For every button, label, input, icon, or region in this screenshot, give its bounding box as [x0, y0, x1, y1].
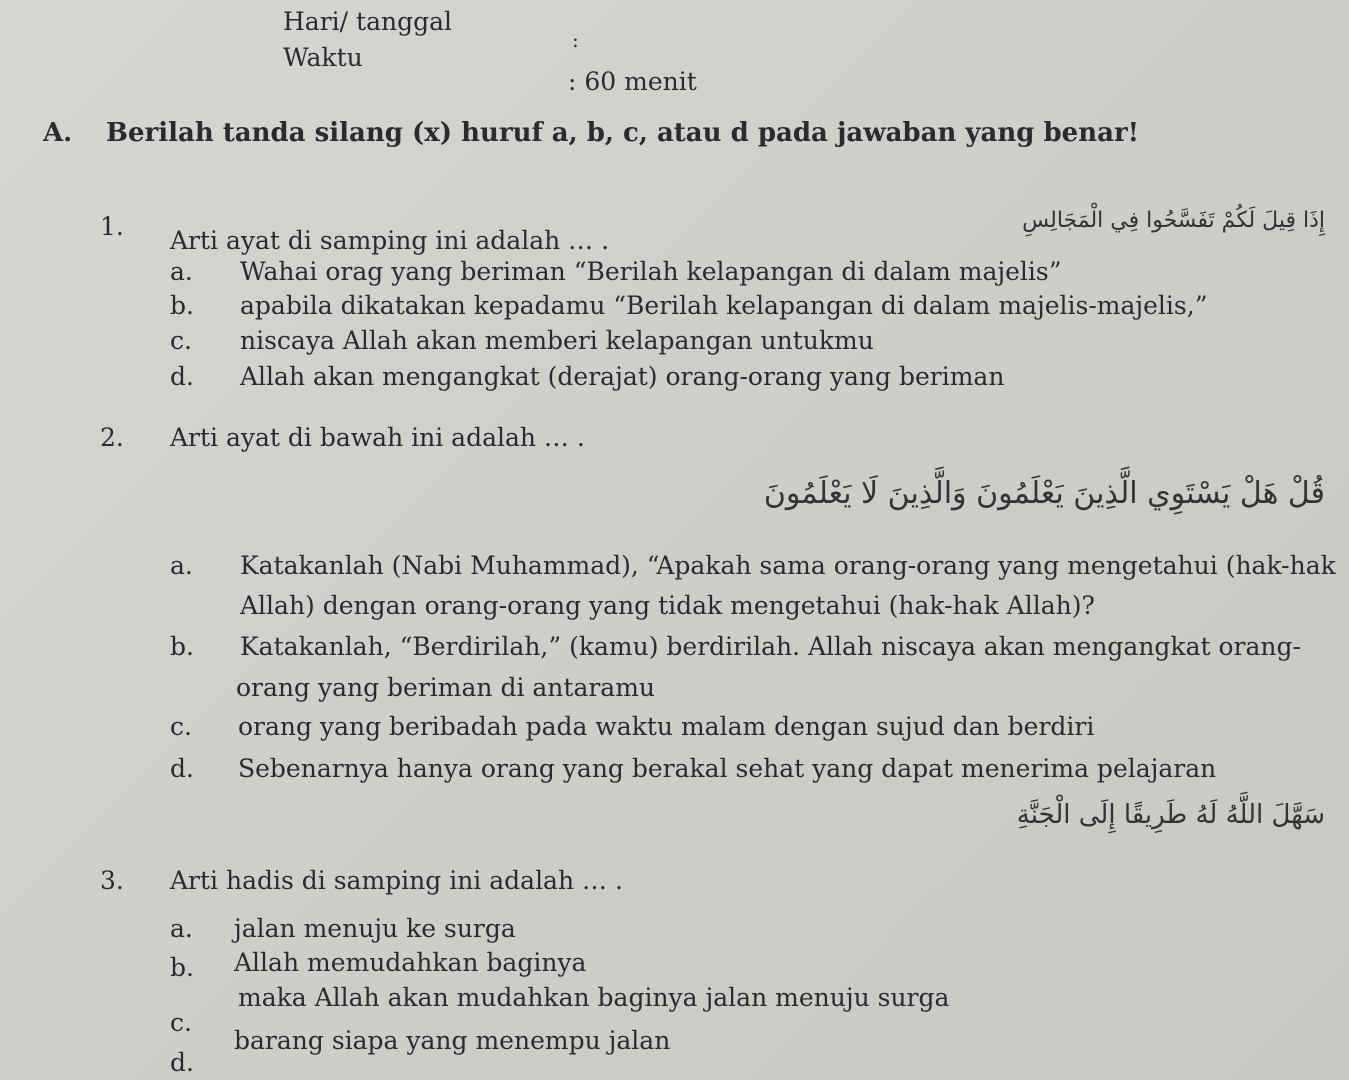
- question-1-option-d-letter: d.: [170, 362, 194, 391]
- question-2-option-a-line1: Katakanlah (Nabi Muhammad), “Apakah sama orang-orang yang mengetahui (hak-hak: [240, 551, 1336, 580]
- question-2-option-d-letter: d.: [170, 754, 194, 783]
- time-value: : 60 menit: [568, 67, 697, 96]
- question-2-option-d: Sebenarnya hanya orang yang berakal sehat yang dapat menerima pelajaran: [238, 754, 1217, 783]
- question-2-option-b-letter: b.: [170, 632, 194, 661]
- question-2-option-c-letter: c.: [170, 712, 192, 741]
- time-label: Waktu: [283, 43, 363, 72]
- question-3-option-b-letter: b.: [170, 953, 194, 982]
- question-3-number: 3.: [100, 866, 124, 895]
- question-2-option-c: orang yang beribadah pada waktu malam dengan sujud dan berdiri: [238, 712, 1095, 741]
- question-3-arabic: سَهَّلَ اللَّهُ لَهُ طَرِيقًا إِلَى الْجَنَّةِ: [1016, 800, 1325, 830]
- question-2-option-b-line1: Katakanlah, “Berdirilah,” (kamu) berdirilah. Allah niscaya akan mengangkat orang-: [240, 632, 1301, 661]
- question-1-option-a-letter: a.: [170, 257, 193, 286]
- question-3-option-c: maka Allah akan mudahkan baginya jalan menuju surga: [238, 983, 950, 1012]
- question-2-text: Arti ayat di bawah ini adalah … .: [170, 423, 585, 452]
- question-1-arabic: إِذَا قِيلَ لَكُمْ تَفَسَّحُوا فِي الْمَجَالِسِ: [1022, 208, 1325, 233]
- question-1-option-b-letter: b.: [170, 291, 194, 320]
- question-3-option-c-letter: c.: [170, 1008, 192, 1037]
- question-2-option-b-line2: orang yang beriman di antaramu: [236, 673, 656, 702]
- question-3-option-b: Allah memudahkan baginya: [234, 948, 587, 977]
- section-instruction: Berilah tanda silang (x) huruf a, b, c, atau d pada jawaban yang benar!: [106, 118, 1140, 148]
- question-2-number: 2.: [100, 423, 124, 452]
- section-letter: A.: [43, 118, 73, 148]
- question-1-text: Arti ayat di samping ini adalah … .: [170, 226, 610, 255]
- question-2-option-a-line2: Allah) dengan orang-orang yang tidak mengetahui (hak-hak Allah)?: [240, 591, 1095, 620]
- question-3-option-a: jalan menuju ke surga: [234, 914, 516, 943]
- question-1-option-c-letter: c.: [170, 326, 192, 355]
- question-1-option-d: Allah akan mengangkat (derajat) orang-orang yang beriman: [240, 362, 1005, 391]
- question-1-option-b: apabila dikatakan kepadamu “Berilah kelapangan di dalam majelis-majelis,”: [240, 291, 1208, 320]
- question-3-option-a-letter: a.: [170, 914, 193, 943]
- question-2-option-a-letter: a.: [170, 551, 193, 580]
- question-3-text: Arti hadis di samping ini adalah … .: [170, 866, 623, 895]
- date-colon: :: [572, 28, 579, 52]
- question-1-number: 1.: [100, 212, 124, 241]
- question-1-option-a: Wahai orag yang beriman “Berilah kelapangan di dalam majelis”: [240, 257, 1062, 286]
- date-label: Hari/ tanggal: [283, 7, 452, 36]
- question-1-option-c: niscaya Allah akan memberi kelapangan untukmu: [240, 326, 874, 355]
- question-3-option-d: barang siapa yang menempu jalan: [234, 1026, 671, 1055]
- question-2-arabic: قُلْ هَلْ يَسْتَوِي الَّذِينَ يَعْلَمُونَ وَالَّذِينَ لَا يَعْلَمُونَ: [763, 476, 1325, 511]
- question-3-option-d-letter: d.: [170, 1048, 194, 1077]
